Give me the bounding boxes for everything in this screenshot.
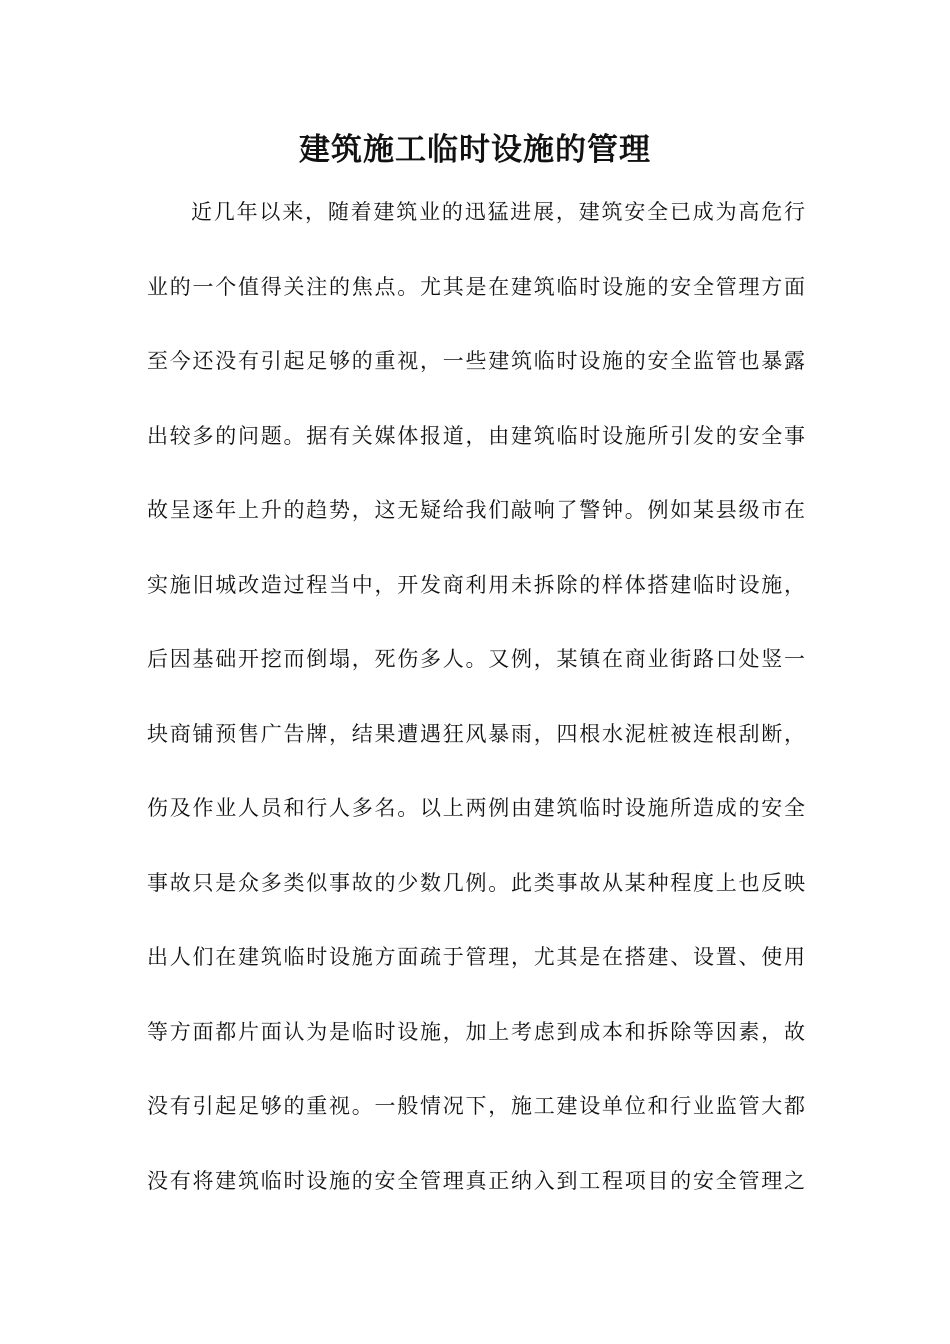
- text-line: 伤及作业人员和行人多名。以上两例由建筑临时设施所造成的安全: [147, 796, 805, 820]
- text-line: 事故只是众多类似事故的少数几例。此类事故从某种程度上也反映: [147, 870, 805, 895]
- text-line: 块商铺预售广告牌，结果遭遇狂风暴雨，四根水泥桩被连根刮断，: [147, 721, 805, 746]
- text-line: 出人们在建筑临时设施方面疏于管理，尤其是在搭建、设置、使用: [147, 945, 805, 969]
- text-line: 等方面都片面认为是临时设施，加上考虑到成本和拆除等因素，故: [147, 1019, 805, 1044]
- text-line: 没有将建筑临时设施的安全管理真正纳入到工程项目的安全管理之: [147, 1168, 805, 1193]
- text-line: 出较多的问题。据有关媒体报道，由建筑临时设施所引发的安全事: [147, 423, 805, 448]
- text-line: 实施旧城改造过程当中，开发商利用未拆除的样体搭建临时设施，: [147, 572, 805, 597]
- text-line: 没有引起足够的重视。一般情况下，施工建设单位和行业监管大都: [147, 1094, 805, 1118]
- text-line: 近几年以来，随着建筑业的迅猛进展，建筑安全已成为高危行: [191, 200, 805, 224]
- text-line: 故呈逐年上升的趋势，这无疑给我们敲响了警钟。例如某县级市在: [147, 498, 805, 522]
- text-line: 业的一个值得关注的焦点。尤其是在建筑临时设施的安全管理方面: [147, 274, 805, 299]
- document-body: [147, 175, 805, 1218]
- document-title: 建筑施工临时设施的管理: [299, 132, 651, 168]
- text-line: 至今还没有引起足够的重视，一些建筑临时设施的安全监管也暴露: [147, 349, 805, 373]
- text-line: 后因基础开挖而倒塌，死伤多人。又例，某镇在商业街路口处竖一: [147, 647, 805, 671]
